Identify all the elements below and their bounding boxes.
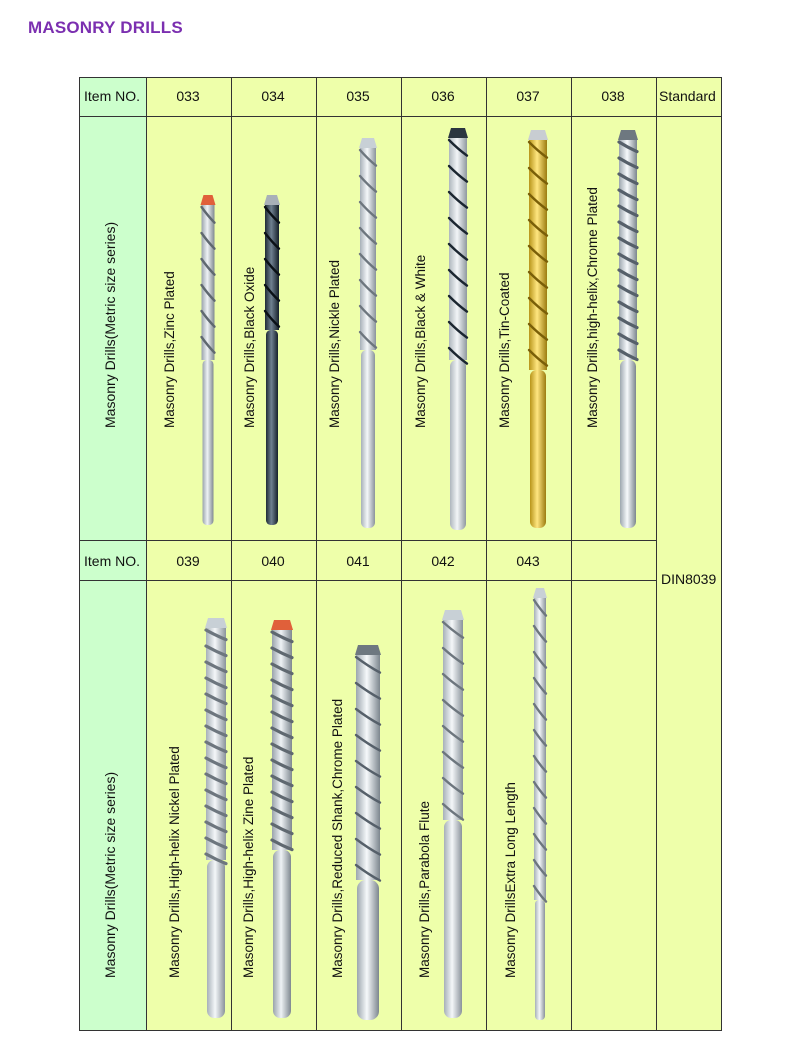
desc-038: Masonry Drills,high-helix,Chrome Plated	[585, 187, 600, 428]
col-divider	[486, 77, 487, 1031]
desc-034: Masonry Drills,Black Oxide	[242, 266, 257, 428]
col-divider	[571, 77, 572, 1031]
item-no-034: 034	[261, 88, 285, 104]
col-divider	[146, 77, 147, 1031]
standard-value: DIN8039	[661, 571, 717, 587]
table-border-right	[721, 77, 722, 1031]
row1-category-label: Masonry Drills(Metric size series)	[102, 221, 118, 428]
item-no-040: 040	[261, 553, 285, 569]
row2-item-no-label: Item NO.	[84, 553, 141, 569]
desc-040: Masonry Drills,High-helix Zine Plated	[241, 756, 256, 978]
desc-033: Masonry Drills,Zinc Plated	[162, 271, 177, 428]
item-no-043: 043	[516, 553, 540, 569]
row2-category-label: Masonry Drills(Metric size series)	[102, 771, 118, 978]
desc-035: Masonry Drills,Nickle Plated	[327, 259, 342, 428]
desc-037: Masonry Drills,Tin-Coated	[497, 272, 512, 428]
col-divider	[401, 77, 402, 1031]
col-divider	[316, 77, 317, 1031]
item-no-036: 036	[431, 88, 455, 104]
item-no-039: 039	[176, 553, 200, 569]
item-no-042: 042	[431, 553, 455, 569]
col-divider	[231, 77, 232, 1031]
desc-043: Masonry DrillsExtra Long Length	[503, 782, 518, 978]
item-no-038: 038	[601, 88, 625, 104]
row1-item-no-label: Item NO.	[84, 88, 141, 104]
item-no-037: 037	[516, 88, 540, 104]
desc-039: Masonry Drills,High-helix Nickel Plated	[167, 746, 182, 978]
row2-top-divider	[79, 540, 656, 541]
item-no-041: 041	[346, 553, 370, 569]
table-border-left	[79, 77, 80, 1031]
item-no-033: 033	[176, 88, 200, 104]
desc-042: Masonry Drills,Parabola Flute	[417, 800, 432, 978]
desc-036: Masonry Drills,Black & White	[413, 254, 428, 428]
standard-label: Standard	[659, 88, 716, 104]
col-divider	[656, 77, 657, 1031]
item-no-035: 035	[346, 88, 370, 104]
desc-041: Masonry Drills,Reduced Shank,Chrome Plated	[330, 698, 345, 978]
page-title: MASONRY DRILLS	[28, 18, 183, 37]
row2-header-divider	[79, 580, 656, 581]
